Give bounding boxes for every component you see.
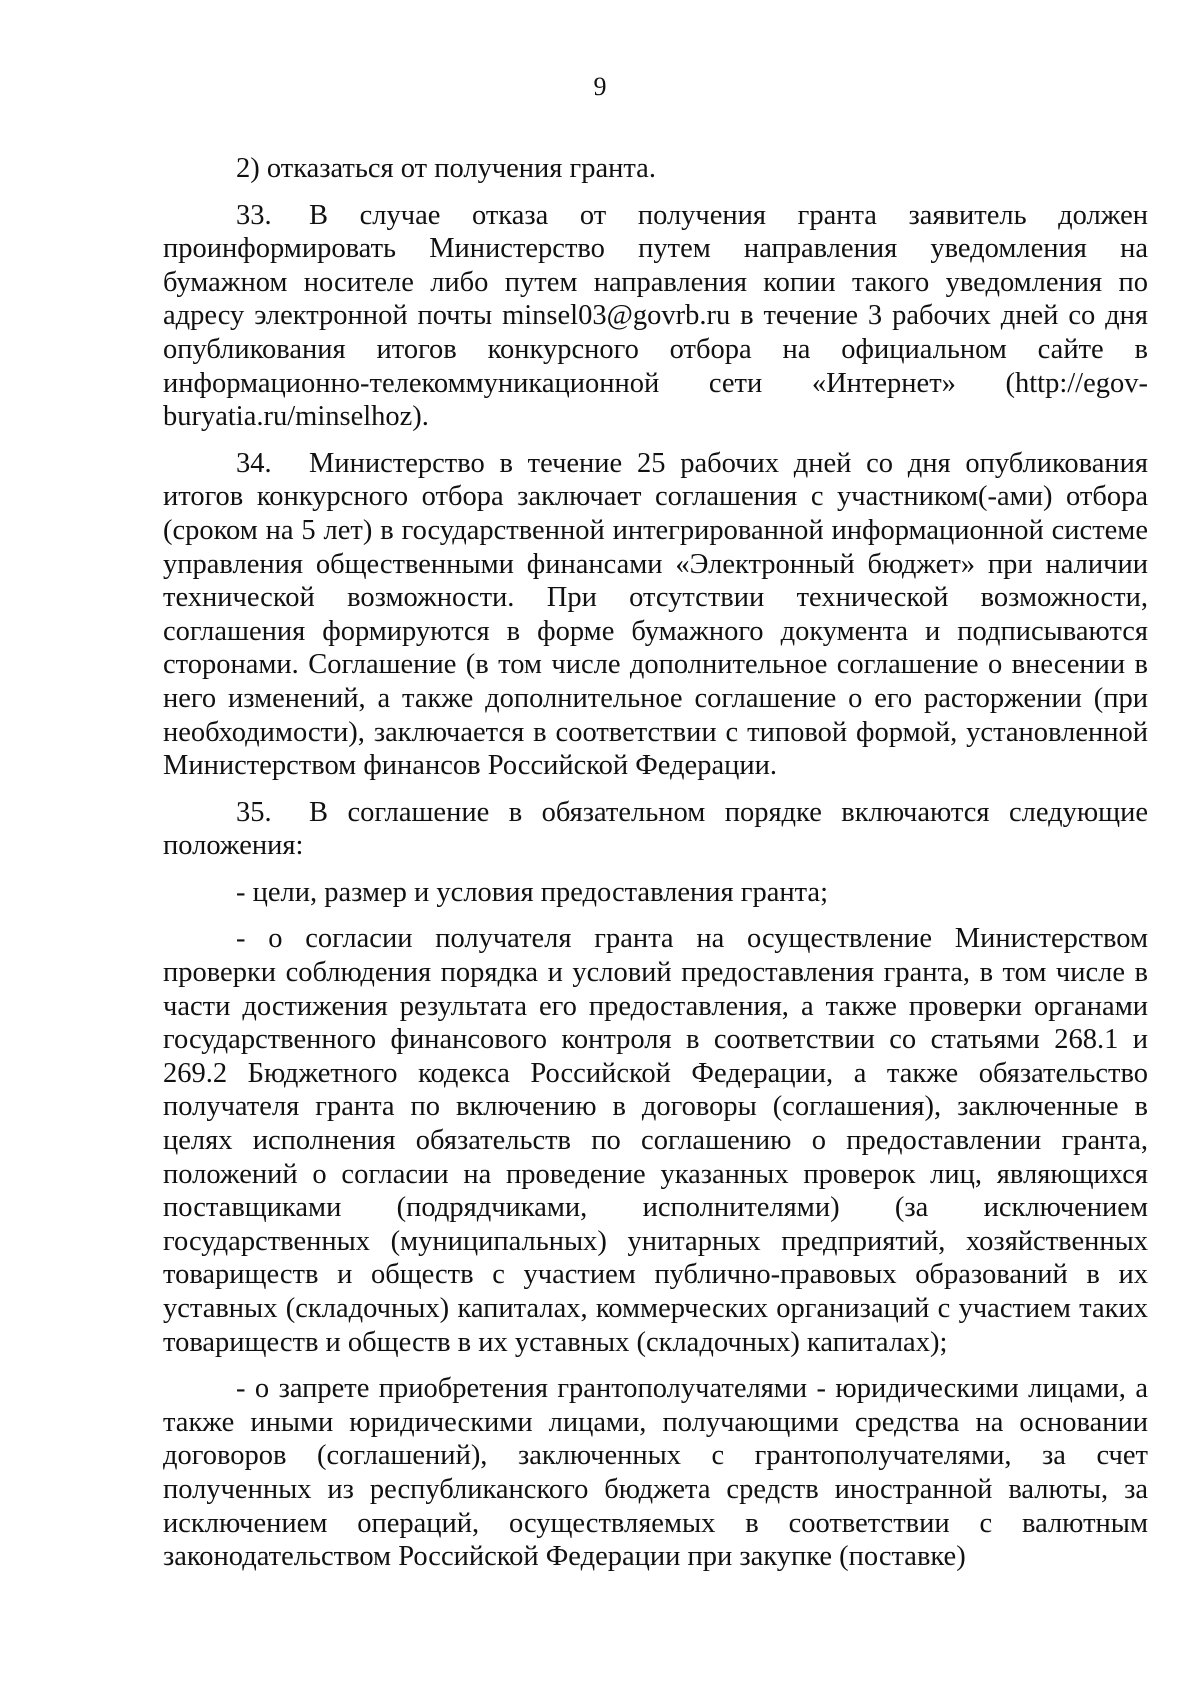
- paragraph-text: В случае отказа от получения гранта заявитель должен проинформировать Министерство путем направления уведомления на бумажном носителе либо путем направления копии такого уведомления по адресу электронной почты minsel03@govrb.ru в течение 3 рабочих дней со дня опубликования итогов конкурсного отбора на официальном сайте в информационно-телекоммуникационной сети «Интернет» (http://egov-buryatia.ru/minselhoz).: [163, 199, 1148, 433]
- paragraph-text: Министерство в течение 25 рабочих дней со дня опубликования итогов конкурсного отбора заключает соглашения с участником(-ами) отбора (сроком на 5 лет) в государственной интегрированной информационной системе управления общественными финансами «Электронный бюджет» при наличии технической возможности. При отсутствии технической возможности, соглашения формируются в форме бумажного документа и подписываются сторонами. Соглашение (в том числе дополнительное соглашение о внесении в него изменений, а также дополнительное соглашение о его расторжении (при необходимости), заключается в соответствии с типовой формой, установленной Министерством финансов Российской Федерации.: [163, 447, 1148, 782]
- paragraph-text: - о согласии получателя гранта на осуществление Министерством проверки соблюдения порядка и условий предоставления гранта, в том числе в части достижения результата его предоставления, а также проверки органами государственного финансового контроля в соответствии со статьями 268.1 и 269.2 Бюджетного кодекса Российской Федерации, а также обязательство получателя гранта по включению в договоры (соглашения), заключенные в целях исполнения обязательств по соглашению о предоставлении гранта, положений о согласии на проведение указанных проверок лиц, являющихся поставщиками (подрядчиками, исполнителями) (за исключением государственных (муниципальных) унитарных предприятий, хозяйственных товариществ и обществ с участием публично-правовых образований в их уставных (складочных) капиталах, коммерческих организаций с участием таких товариществ и обществ в их уставных (складочных) капиталах);: [163, 923, 1148, 1358]
- list-item-inspection-consent: [163, 922, 1148, 1359]
- paragraph-34: [163, 447, 1148, 783]
- paragraph-item-2-refuse-grant: [163, 152, 1148, 186]
- paragraph-number: 33.: [236, 199, 272, 231]
- paragraph-text: 2) отказаться от получения гранта.: [236, 153, 656, 184]
- list-item-grant-goals: [163, 876, 1148, 910]
- paragraph-33: [163, 199, 1148, 434]
- paragraph-text: В соглашение в обязательном порядке включаются следующие положения:: [163, 796, 1148, 862]
- document-body: [163, 152, 1148, 1574]
- list-item-currency-ban: [163, 1372, 1148, 1574]
- page-number: 9: [593, 72, 607, 101]
- paragraph-number: 34.: [236, 447, 272, 479]
- paragraph-text: - о запрете приобретения грантополучателями - юридическими лицами, а также иными юридическими лицами, получающими средства на основании договоров (соглашений), заключенных с грантополучателями, за счет полученных из республиканского бюджета средств иностранной валюты, за исключением операций, осуществляемых в соответствии с валютным законодательством Российской Федерации при закупке (поставке): [163, 1373, 1148, 1573]
- paragraph-text: - цели, размер и условия предоставления гранта;: [236, 876, 828, 908]
- paragraph-35: [163, 796, 1148, 863]
- paragraph-number: 35.: [236, 796, 272, 828]
